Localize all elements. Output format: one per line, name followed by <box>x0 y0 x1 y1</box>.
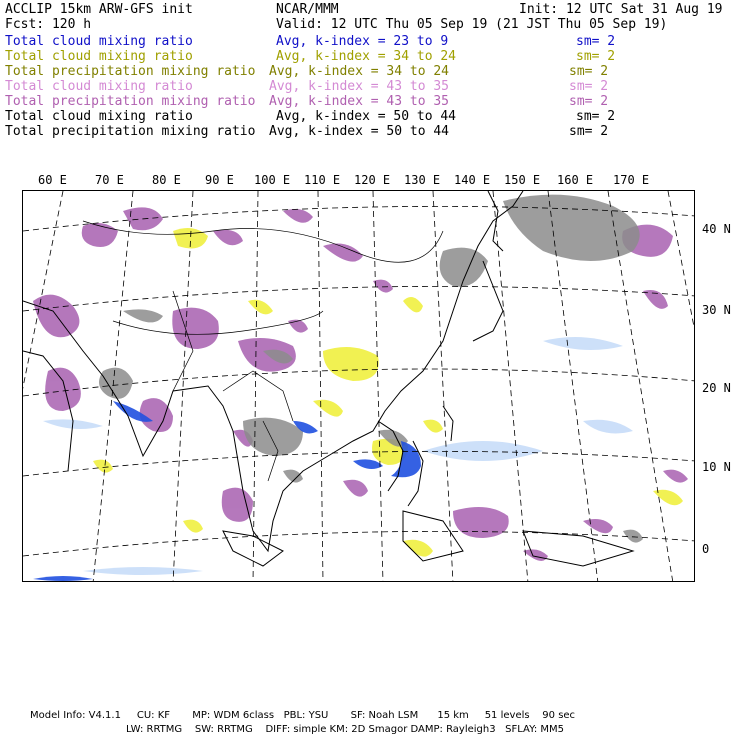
field-smoothing: sm= 2 <box>569 94 609 109</box>
field-row <box>0 124 740 139</box>
field-name: Total cloud mixing ratio <box>5 49 193 64</box>
field-smoothing: sm= 2 <box>569 124 609 139</box>
field-row <box>0 64 740 79</box>
longitude-label: 90 E <box>205 173 234 187</box>
model-info-line: Model Info: V4.1.1 CU: KF MP: WDM 6class PBL: YSU SF: Noah LSM 15 km 51 levels 90 sec <box>30 710 576 721</box>
latitude-label: 0 <box>702 542 710 556</box>
header-row-1 <box>0 2 740 17</box>
longitude-label: 70 E <box>95 173 124 187</box>
field-smoothing: sm= 2 <box>569 64 609 79</box>
longitude-label: 100 E <box>254 173 291 187</box>
model-title: ACCLIP 15km ARW-GFS init <box>5 2 193 17</box>
field-name: Total precipitation mixing ratio <box>5 94 256 109</box>
field-name: Total cloud mixing ratio <box>5 79 193 94</box>
longitude-label: 120 E <box>354 173 391 187</box>
physics-info-line: LW: RRTMG SW: RRTMG DIFF: simple KM: 2D Smagor DAMP: Rayleigh3 SFLAY: MM5 <box>126 724 565 735</box>
field-k-index: Avg, k-index = 50 to 44 <box>276 109 457 124</box>
field-k-index: Avg, k-index = 34 to 24 <box>276 49 457 64</box>
field-k-index: Avg, k-index = 23 to 9 <box>276 34 449 49</box>
longitude-label: 150 E <box>504 173 541 187</box>
latitude-label: 30 N <box>702 303 731 317</box>
field-name: Total cloud mixing ratio <box>5 109 193 124</box>
header-row-2 <box>0 17 740 32</box>
latitude-label: 20 N <box>702 381 731 395</box>
forecast-map <box>23 191 695 582</box>
field-k-index: Avg, k-index = 50 to 44 <box>269 124 450 139</box>
longitude-label: 60 E <box>38 173 67 187</box>
field-row <box>0 34 740 49</box>
field-k-index: Avg, k-index = 43 to 35 <box>269 94 450 109</box>
longitude-label: 130 E <box>404 173 441 187</box>
map-panel <box>22 190 695 582</box>
latitude-label: 10 N <box>702 460 731 474</box>
latitude-label: 40 N <box>702 222 731 236</box>
field-k-index: Avg, k-index = 34 to 24 <box>269 64 450 79</box>
field-k-index: Avg, k-index = 43 to 35 <box>269 79 450 94</box>
longitude-label: 160 E <box>557 173 594 187</box>
forecast-hour: Fcst: 120 h <box>5 17 92 32</box>
field-smoothing: sm= 2 <box>576 49 616 64</box>
field-smoothing: sm= 2 <box>569 79 609 94</box>
field-row <box>0 79 740 94</box>
precip-yellow-field <box>93 228 683 557</box>
init-time: Init: 12 UTC Sat 31 Aug 19 <box>519 2 723 17</box>
field-name: Total precipitation mixing ratio <box>5 64 256 79</box>
field-row <box>0 94 740 109</box>
longitude-label: 170 E <box>613 173 650 187</box>
field-row <box>0 49 740 64</box>
longitude-label: 140 E <box>454 173 491 187</box>
longitude-label: 110 E <box>304 173 341 187</box>
field-smoothing: sm= 2 <box>576 109 616 124</box>
center-label: NCAR/MMM <box>276 2 339 17</box>
longitude-label: 80 E <box>152 173 181 187</box>
field-row <box>0 109 740 124</box>
field-smoothing: sm= 2 <box>576 34 616 49</box>
field-name: Total cloud mixing ratio <box>5 34 193 49</box>
valid-time: Valid: 12 UTC Thu 05 Sep 19 (21 JST Thu 05 Sep 19) <box>276 17 668 32</box>
field-name: Total precipitation mixing ratio <box>5 124 256 139</box>
